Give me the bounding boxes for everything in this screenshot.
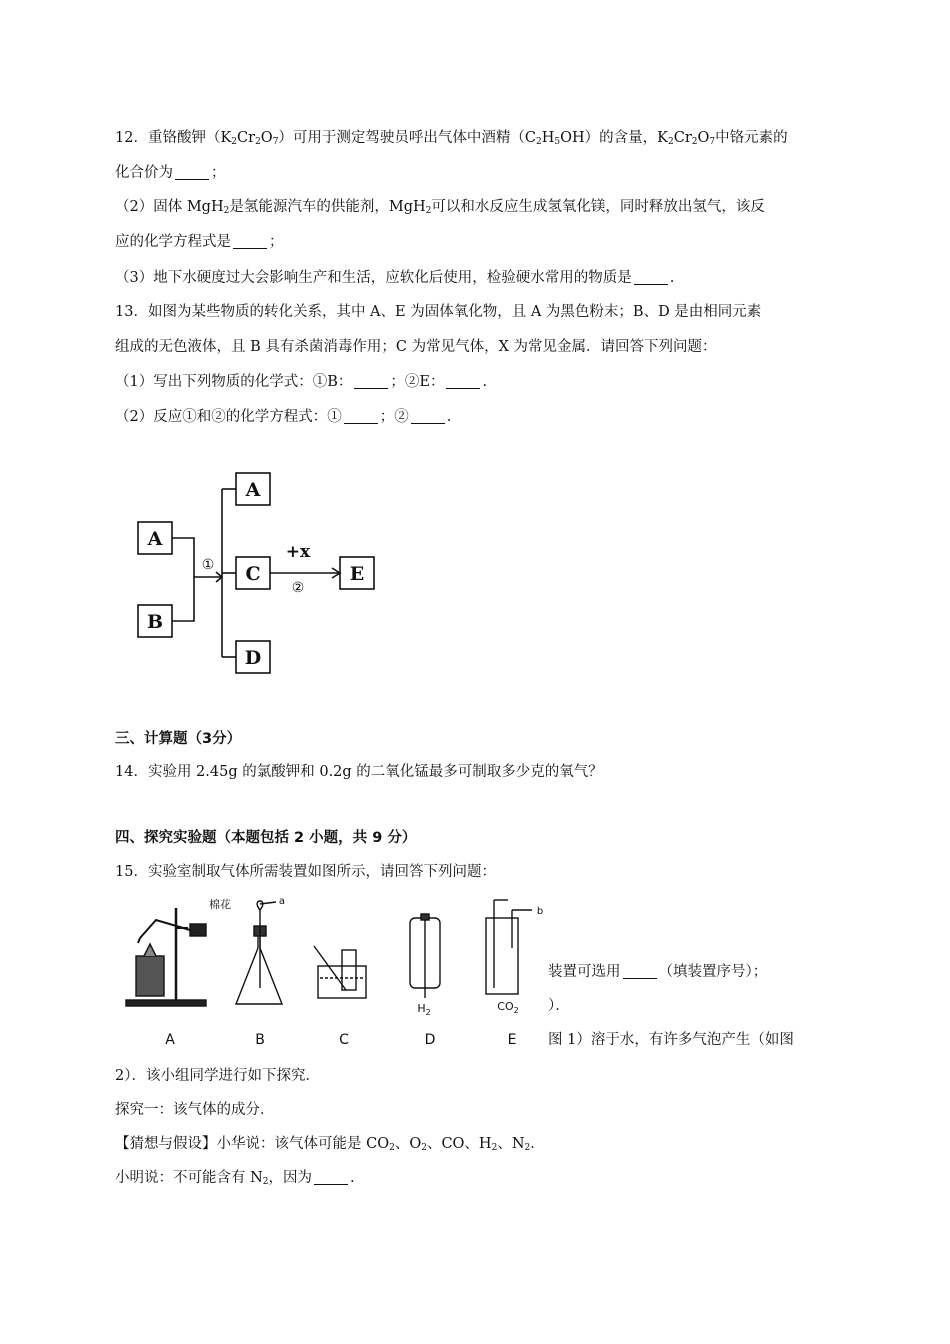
conversion-flowchart bbox=[130, 465, 400, 685]
overlap-text-2: ）． bbox=[548, 998, 570, 1014]
cotton-label: 棉花 bbox=[209, 898, 231, 911]
apparatus-D bbox=[410, 914, 440, 998]
answer-blank[interactable] bbox=[344, 409, 378, 424]
label-A: A bbox=[165, 1032, 175, 1048]
label-E: E bbox=[507, 1032, 517, 1048]
answer-blank[interactable] bbox=[175, 165, 209, 180]
answer-blank[interactable] bbox=[411, 409, 445, 424]
label-D: D bbox=[424, 1032, 436, 1048]
explore-1: 探究一：该气体的成分． bbox=[115, 1102, 275, 1118]
guess-line: 【猜想与假设】小华说：该气体可能是 $CO_2$、$O_2$、CO、$H_2$、$N_2$． bbox=[115, 1136, 545, 1153]
label-C: C bbox=[339, 1032, 349, 1048]
plus-x-label: +x bbox=[285, 542, 311, 562]
q12-part2: （2）固体 MgH$_2$是氢能源汽车的供能剂，MgH$_2$可以和水反应生成氢氧化镁，同时释放出氢气，该反 bbox=[115, 199, 765, 216]
tag-a: a bbox=[278, 896, 286, 907]
q12-part2-cont: 应的化学方程式是 ； bbox=[115, 234, 284, 250]
q15-continuation: 2）．该小组同学进行如下探究． bbox=[115, 1068, 320, 1084]
section3-heading: 三、计算题（3分） bbox=[115, 731, 242, 747]
gas-H2-label: $H_2$ bbox=[417, 1002, 431, 1017]
xiaoming-line: 小明说：不可能含有 $N_2$，因为 . bbox=[115, 1170, 355, 1187]
apparatus-E bbox=[486, 900, 532, 994]
answer-blank[interactable] bbox=[314, 1170, 348, 1185]
q14-text: 14．实验用 2.45g 的氯酸钾和 0.2g 的二氧化锰最多可制取多少克的氧气？ bbox=[115, 764, 603, 780]
q13-part2: （2）反应①和②的化学方程式：① ；② . bbox=[115, 409, 452, 425]
answer-blank[interactable] bbox=[354, 374, 388, 389]
apparatus-C bbox=[314, 946, 366, 998]
section4-heading: 四、探究实验题（本题包括 2 小题，共 9 分） bbox=[115, 830, 417, 846]
apparatus-A bbox=[126, 908, 206, 1006]
box-A-left-label: A bbox=[147, 528, 163, 550]
overlap-text-3: 图 1）溶于水，有许多气泡产生（如图 bbox=[548, 1032, 794, 1048]
q12-line2: 化合价为 ； bbox=[115, 165, 226, 181]
answer-blank[interactable] bbox=[446, 374, 480, 389]
box-B-label: B bbox=[146, 611, 164, 633]
q13-part1: （1）写出下列物质的化学式：①B： ；②E： . bbox=[115, 374, 488, 390]
q13-line1: 13．如图为某些物质的转化关系，其中 A、E 为固体氧化物，且 A 为黑色粉末；B、D 是由相同元素 bbox=[115, 304, 762, 320]
box-C-label: C bbox=[245, 563, 261, 585]
answer-blank[interactable] bbox=[233, 234, 267, 249]
overlap-text-1: 装置可选用 （填装置序号）； bbox=[548, 964, 768, 980]
q15-text: 15．实验室制取气体所需装置如图所示，请回答下列问题： bbox=[115, 864, 496, 880]
q12-line1: 12．重铬酸钾$(K_2Cr_2O_7)$可用于测定驾驶员呼出气体中酒精$(C_2H_5OH)$的含量，$K_2Cr_2O_7$中铬元素的 bbox=[115, 130, 788, 147]
box-D-label: D bbox=[244, 647, 262, 669]
reaction-1-label: ① bbox=[201, 557, 215, 573]
answer-blank[interactable] bbox=[634, 270, 668, 285]
tag-b: b bbox=[536, 906, 544, 917]
apparatus-figure bbox=[118, 888, 550, 1050]
answer-blank[interactable] bbox=[623, 964, 657, 979]
q13-line2: 组成的无色液体，且 B 具有杀菌消毒作用；C 为常见气体，X 为常见金属．请回答下列问题： bbox=[115, 339, 717, 355]
gas-CO2-label: $CO_2$ bbox=[497, 1000, 519, 1015]
apparatus-B bbox=[236, 901, 282, 1004]
box-E-label: E bbox=[349, 563, 365, 585]
reaction-2-label: ② bbox=[291, 580, 305, 596]
label-B: B bbox=[255, 1032, 265, 1048]
q12-part3: （3）地下水硬度过大会影响生产和生活，应软化后使用，检验硬水常用的物质是 . bbox=[115, 270, 675, 286]
box-A-top-label: A bbox=[245, 479, 261, 501]
